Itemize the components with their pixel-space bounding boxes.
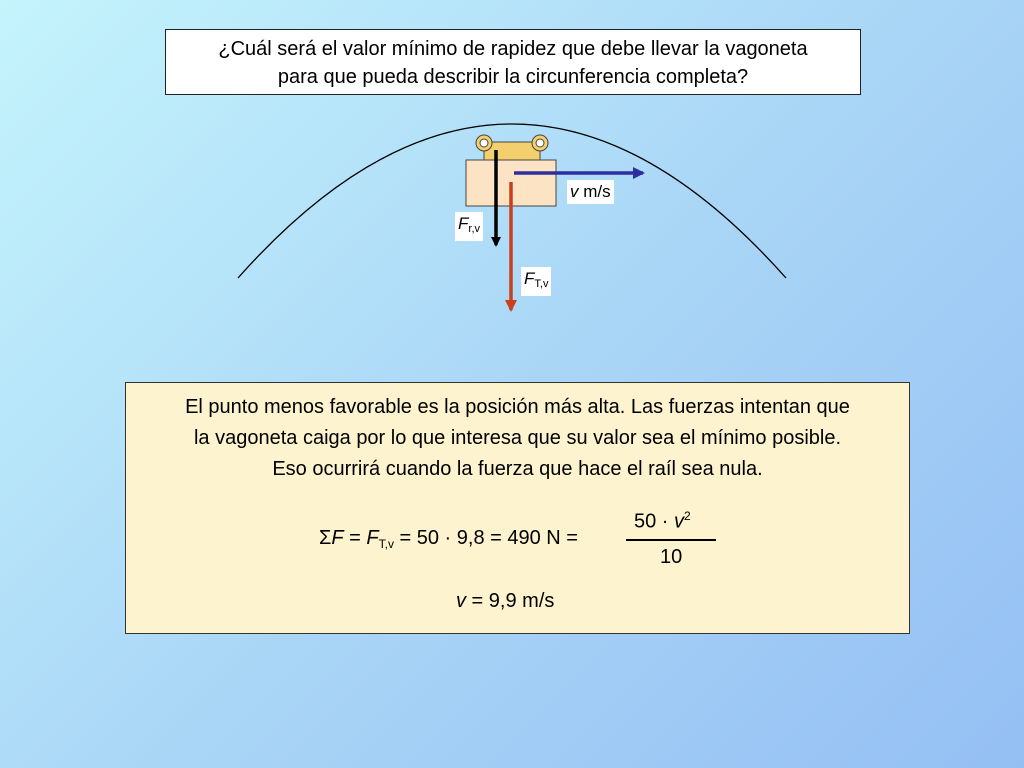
answer-line-1: El punto menos favorable es la posición más alta. Las fuerzas intentan que	[185, 396, 850, 418]
velocity-unit: m/s	[583, 182, 611, 201]
equals-sign: =	[343, 527, 367, 549]
rail-force-symbol: F	[458, 214, 469, 233]
fraction-numerator	[634, 509, 691, 534]
fraction-denominator: 10	[660, 546, 683, 568]
force-equation	[319, 527, 578, 551]
cart-wheel-right-hub-icon	[536, 139, 544, 147]
velocity-label	[567, 180, 614, 204]
answer-box	[125, 382, 910, 634]
result-variable: v	[456, 590, 466, 612]
answer-text	[126, 383, 909, 485]
numerator-variable: v	[674, 510, 685, 533]
force-equation-rhs: = 50 · 9,8 = 490 N =	[393, 527, 578, 549]
numerator-coefficient: 50 ·	[634, 510, 675, 533]
answer-line-3: Eso ocurrirá cuando la fuerza que hace el raíl sea nula.	[272, 458, 763, 480]
result-equation	[456, 590, 554, 613]
cart-wheel-left-hub-icon	[480, 139, 488, 147]
question-line-1: ¿Cuál será el valor mínimo de rapidez que debe llevar la vagoneta	[218, 38, 808, 60]
answer-line-2: la vagoneta caiga por lo que interesa que su valor sea el mínimo posible.	[193, 427, 842, 449]
result-value: = 9,9 m/s	[466, 590, 555, 612]
weight-force-subscript: T,v	[534, 278, 549, 290]
rail-force-label	[455, 212, 483, 241]
weight-force-symbol-eq: F	[366, 527, 379, 549]
weight-force-symbol: F	[524, 269, 535, 288]
cart-axle	[484, 142, 540, 160]
weight-force-subscript-eq: T,v	[378, 537, 394, 551]
weight-force-label	[521, 267, 551, 296]
force-symbol: F	[331, 527, 344, 549]
question-line-2: para que pueda describir la circunferencia completa?	[277, 66, 749, 88]
fraction-bar	[626, 539, 716, 541]
sigma-symbol: Σ	[319, 527, 332, 549]
rail-force-subscript: r,v	[468, 223, 481, 235]
velocity-symbol: v	[570, 182, 579, 201]
numerator-exponent: 2	[684, 509, 691, 523]
